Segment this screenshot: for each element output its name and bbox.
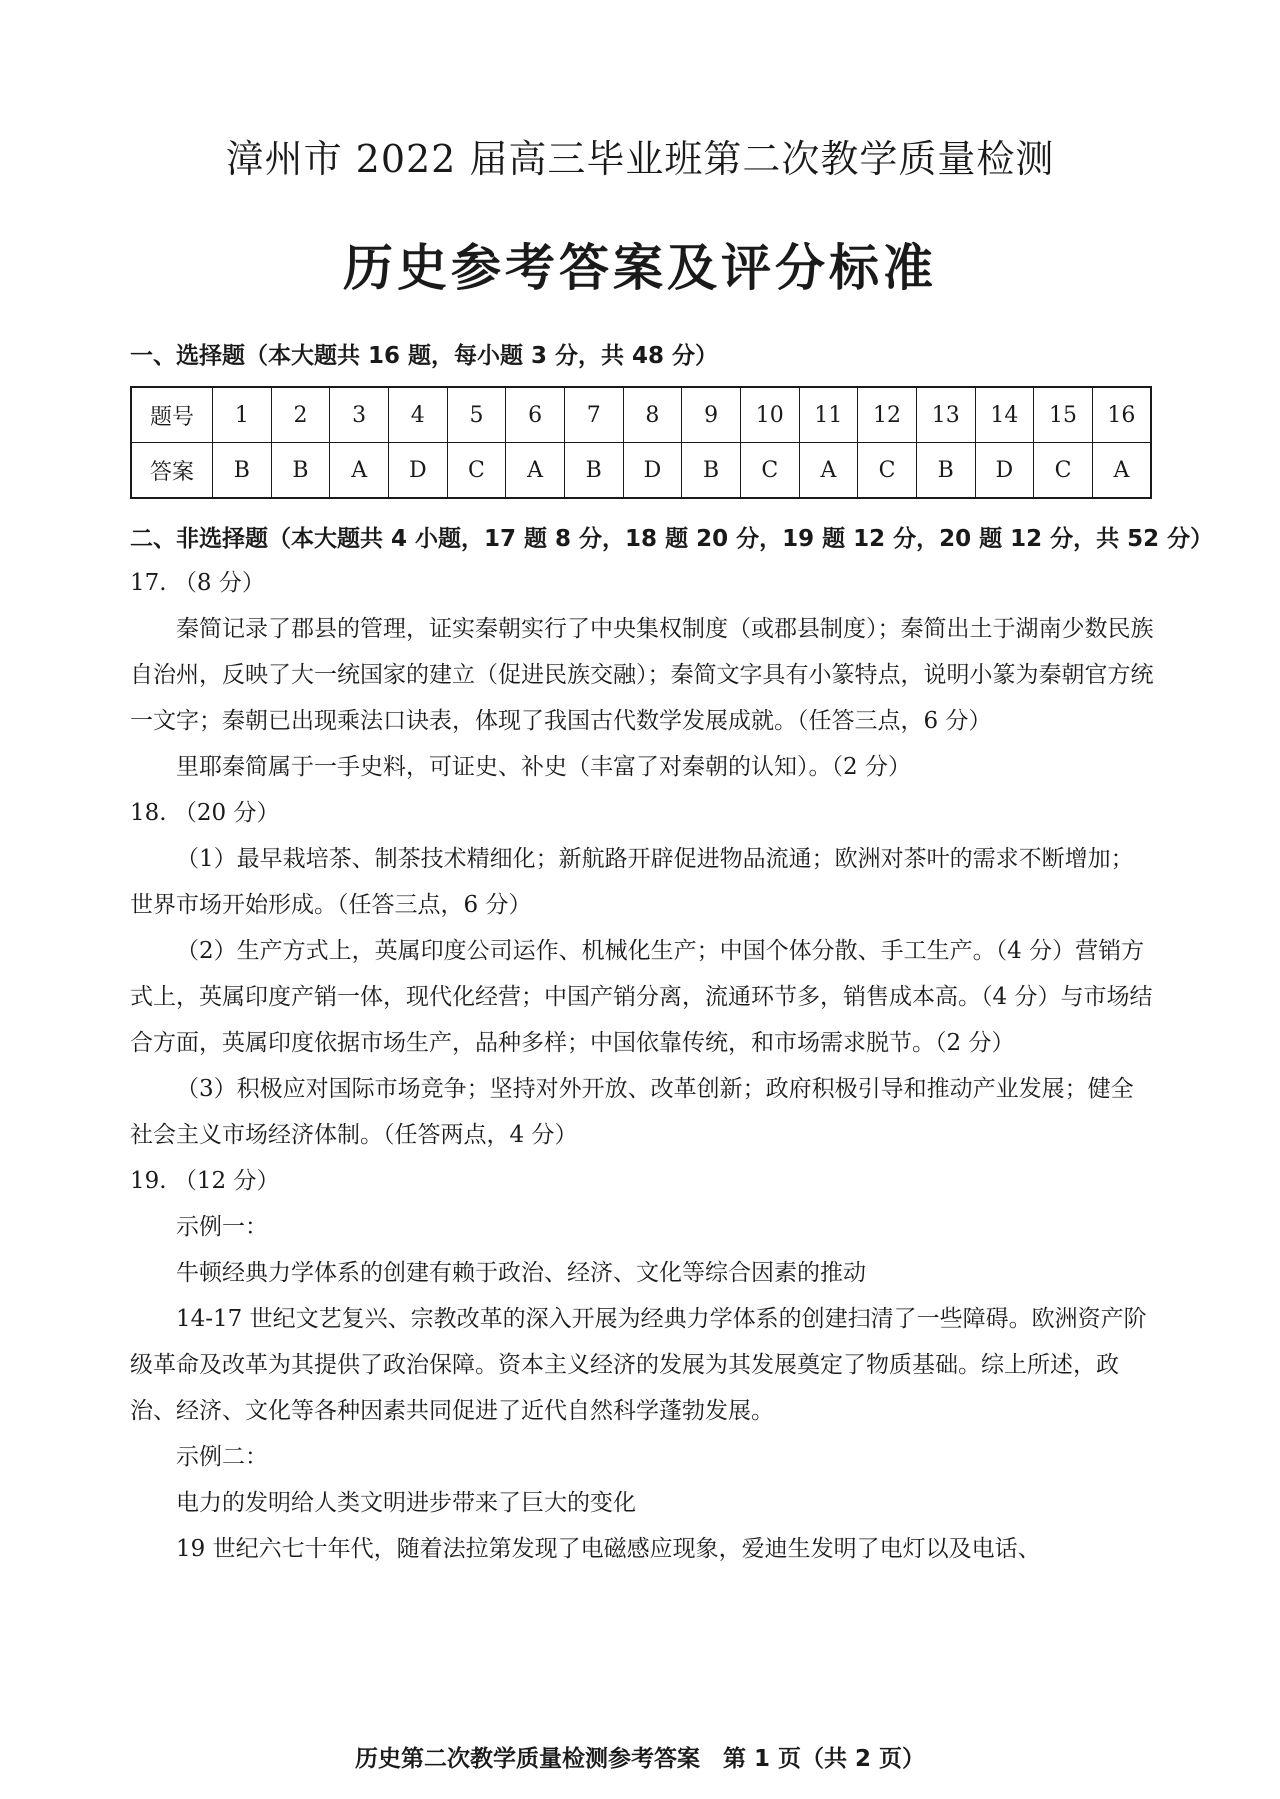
answer-cell: C xyxy=(1034,443,1093,499)
answer-cell: B xyxy=(271,443,330,499)
answer-cell: A xyxy=(1092,443,1151,499)
question-number-cell: 6 xyxy=(506,387,565,443)
question-number-row xyxy=(131,387,1151,443)
answer-paragraph: 示例一： xyxy=(176,1214,268,1240)
question-number-cell: 12 xyxy=(858,387,917,443)
question-heading: 19. （12 分） xyxy=(130,1168,280,1194)
answer-cell: B xyxy=(564,443,623,499)
question-number-cell: 9 xyxy=(682,387,741,443)
answer-paragraph: 牛顿经典力学体系的创建有赖于政治、经济、文化等综合因素的推动 xyxy=(176,1260,866,1286)
answer-paragraph: 14-17 世纪文艺复兴、宗教改革的深入开展为经典力学体系的创建扫清了一些障碍。欧洲资产阶级革命及改革为其提供了政治保障。资本主义经济的发展为其发展奠定了物质基础。综上所述，政治、经济、文化等各种因素共同促进了近代自然科学蓬勃发展。 xyxy=(130,1306,1147,1424)
answer-cell: D xyxy=(975,443,1034,499)
answer-cell: A xyxy=(330,443,389,499)
document-title: 历史参考答案及评分标准 xyxy=(343,239,937,297)
answer-cell: C xyxy=(447,443,506,499)
answer-paragraph: 电力的发明给人类文明进步带来了巨大的变化 xyxy=(176,1490,636,1516)
question-heading: 17. （8 分） xyxy=(130,570,265,596)
question-number-cell: 5 xyxy=(447,387,506,443)
question-number-cell: 15 xyxy=(1034,387,1093,443)
exam-subtitle: 漳州市 2022 届高三毕业班第二次教学质量检测 xyxy=(225,137,1055,181)
question-heading: 18. （20 分） xyxy=(130,800,280,826)
answer-paragraph: （2）生产方式上，英属印度公司运作、机械化生产；中国个体分散、手工生产。（4 分）营销方式上，英属印度产销一体，现代化经营；中国产销分离，流通环节多，销售成本高。（4 分）与市场结合方面，英属印度依据市场生产，品种多样；中国依靠传统，和市场需求脱节。（2 分） xyxy=(130,938,1153,1056)
section-heading-nonchoice: 二、非选择题（本大题共 4 小题，17 题 8 分，18 题 20 分，19 题 12 分，20 题 12 分，共 52 分） xyxy=(130,526,1214,552)
answer-paragraph: 里耶秦简属于一手史料，可证史、补史（丰富了对秦朝的认知）。（2 分） xyxy=(176,754,911,780)
question-number-cell: 10 xyxy=(740,387,799,443)
answer-body xyxy=(130,560,1155,1572)
question-number-cell: 11 xyxy=(799,387,858,443)
answer-cell: B xyxy=(213,443,272,499)
question-number-cell: 14 xyxy=(975,387,1034,443)
answer-paragraph: （1）最早栽培茶、制茶技术精细化；新航路开辟促进物品流通；欧洲对茶叶的需求不断增加；世界市场开始形成。（任答三点，6 分） xyxy=(130,846,1134,918)
row-label-answer: 答案 xyxy=(131,443,213,499)
answer-cell: B xyxy=(916,443,975,499)
answer-paragraph: 19 世纪六七十年代，随着法拉第发现了电磁感应现象，爱迪生发明了电灯以及电话、 xyxy=(176,1536,1041,1562)
answer-paragraph: （3）积极应对国际市场竞争；坚持对外开放、改革创新；政府积极引导和推动产业发展；健全社会主义市场经济体制。（任答两点，4 分） xyxy=(130,1076,1134,1148)
answer-paragraph: 示例二： xyxy=(176,1444,268,1470)
row-label-number: 题号 xyxy=(131,387,213,443)
answer-cell: B xyxy=(682,443,741,499)
question-number-cell: 2 xyxy=(271,387,330,443)
question-number-cell: 7 xyxy=(564,387,623,443)
answer-cell: D xyxy=(623,443,682,499)
answer-table xyxy=(130,386,1152,499)
answer-cell: D xyxy=(388,443,447,499)
answer-cell: C xyxy=(740,443,799,499)
answer-row xyxy=(131,443,1151,499)
question-number-cell: 3 xyxy=(330,387,389,443)
question-number-cell: 8 xyxy=(623,387,682,443)
answer-paragraph: 秦简记录了郡县的管理，证实秦朝实行了中央集权制度（或郡县制度）；秦简出土于湖南少数民族自治州，反映了大一统国家的建立（促进民族交融）；秦简文字具有小篆特点，说明小篆为秦朝官方统一文字；秦朝已出现乘法口诀表，体现了我国古代数学发展成就。（任答三点，6 分） xyxy=(130,616,1154,734)
question-number-cell: 4 xyxy=(388,387,447,443)
answer-cell: C xyxy=(858,443,917,499)
question-number-cell: 16 xyxy=(1092,387,1151,443)
page-footer: 历史第二次教学质量检测参考答案 第 1 页（共 2 页） xyxy=(354,1746,926,1772)
answer-cell: A xyxy=(799,443,858,499)
question-number-cell: 1 xyxy=(213,387,272,443)
answer-cell: A xyxy=(506,443,565,499)
section-heading-choice: 一、选择题（本大题共 16 题，每小题 3 分，共 48 分） xyxy=(130,343,719,369)
question-number-cell: 13 xyxy=(916,387,975,443)
